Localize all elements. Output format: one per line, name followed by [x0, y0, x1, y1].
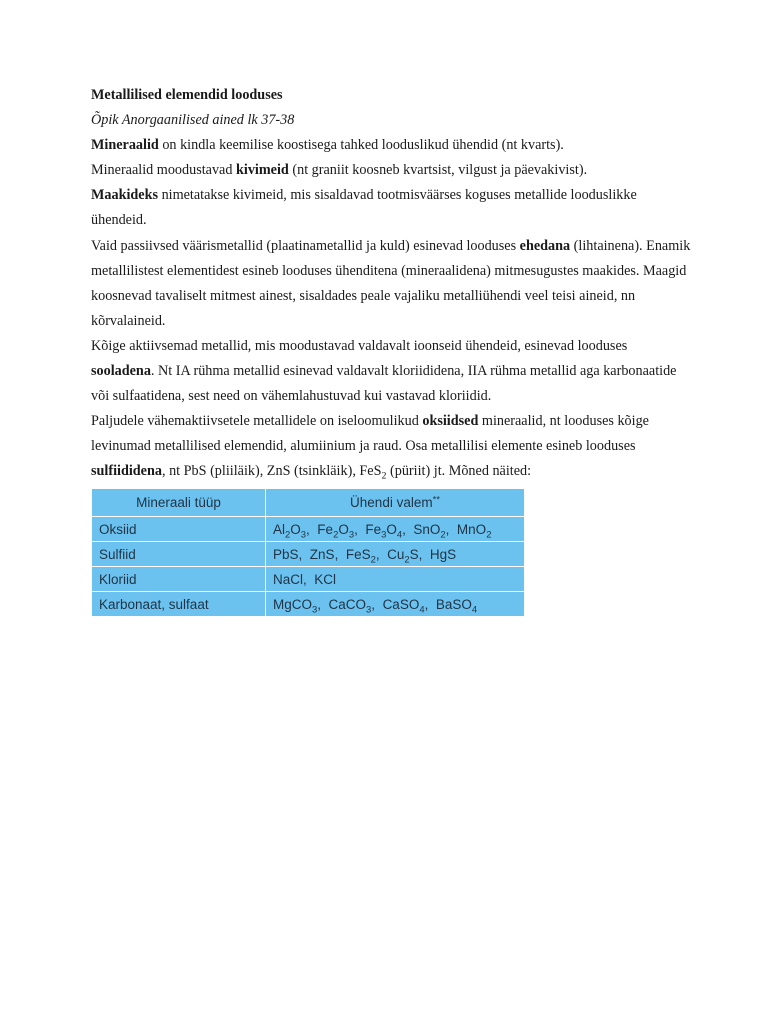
chemical-formula: $Fe_2O_3$ — [317, 521, 355, 540]
formula-cell: PbS, ZnS, FeS$_2$, $Cu_2S$, HgS — [266, 542, 525, 567]
paragraph-ores: Maakideks nimetatakse kivimeid, mis sisaldavad tootmisväärses koguses metallide looduslikke ühendeid. — [91, 187, 637, 229]
mineral-table — [91, 488, 525, 617]
term-sulfiididena: sulfiididena — [91, 463, 162, 480]
chemical-formula: $Fe_3O_4$ — [365, 521, 403, 540]
chemical-formula: MnO$_2$ — [456, 521, 492, 540]
term-oksiidsed: oksiidsed — [422, 413, 479, 430]
paragraph-rocks: Mineraalid moodustavad kivimeid (nt graniit koosneb kvartsist, vilgust ja päevakivist). — [91, 162, 588, 179]
term-sooladena: sooladena — [91, 363, 151, 380]
chemical-formula: CaCO$_3$ — [328, 596, 372, 615]
mineral-type-cell: Kloriid — [92, 567, 266, 592]
chemical-formula: SnO$_2$ — [413, 521, 446, 540]
mineral-type-cell: Karbonaat, sulfaat — [92, 592, 266, 617]
term-kivimeid: kivimeid — [236, 162, 289, 179]
chemical-formula: KCl — [314, 571, 337, 587]
term-maakideks: Maakideks — [91, 187, 159, 204]
term-mineraalid: Mineraalid — [91, 137, 159, 154]
chemical-formula: PbS — [273, 546, 299, 562]
mineral-type-cell: Oksiid — [92, 517, 266, 542]
formula-cell: $Al_2O_3$, $Fe_2O_3$, $Fe_3O_4$, SnO$_2$, MnO$_2$ — [266, 517, 525, 542]
paragraph-native-metals: Vaid passiivsed väärismetallid (plaatinametallid ja kuld) esinevad looduses ehedana (lihtainena). Enamik metallilistest elementidest esineb looduses ühenditena (mineraalidena) mitmesugustes maakides. Maagid koosnevad tavaliselt mitmest ainest, sisaldades peale vajaliku metalliühendi veel teisi aineid, nn kõrvalaineid. — [91, 237, 691, 329]
paragraph-oxides-sulfides: Paljudele vähemaktiivsetele metallidele on iseloomulikud oksiidsed mineraalid, nt looduses kõige levinumad metallilised elemendid, alumiinium ja raud. Osa metallilisi elemente esineb looduses sulfiididena, nt PbS (pliiläik), ZnS (tsinkläik), FeS$_2$ (püriit) jt. Mõned näited: — [91, 413, 649, 482]
chemical-formula: HgS — [429, 546, 457, 562]
paragraph-active-metals: Kõige aktiivsemad metallid, mis moodustavad valdavalt ioonseid ühendeid, esinevad looduses sooladena. Nt IA rühma metallid esinevad valdavalt kloriididena, IIA rühma metallid aga karbonaatide või sulfaatidena, sest need on vähemlahustuvad kui vastavad kloriidid. — [91, 337, 677, 405]
chemical-formula: MgCO$_3$ — [273, 596, 318, 615]
document-body — [91, 83, 691, 485]
page-title: Metallilised elemendid looduses — [91, 87, 283, 103]
table-header-row — [92, 489, 525, 517]
table-body — [92, 517, 525, 617]
table-row — [92, 567, 525, 592]
chemical-formula: FeS$_2$ — [345, 546, 376, 565]
chemical-formula: $Cu_2S$ — [387, 546, 419, 565]
term-ehedana: ehedana — [519, 237, 571, 254]
table-row — [92, 542, 525, 567]
formula-cell: NaCl, KCl — [266, 567, 525, 592]
header-formula: Ühendi valem** — [266, 489, 525, 517]
table-row — [92, 592, 525, 617]
chemical-formula: ZnS — [309, 546, 335, 562]
paragraph-minerals: Mineraalid on kindla keemilise koostisega tahked looduslikud ühendid (nt kvarts). — [91, 137, 564, 154]
table-row — [92, 517, 525, 542]
textbook-reference: Õpik Anorgaanilised ained lk 37-38 — [91, 112, 295, 129]
chemical-formula: $Al_2O_3$ — [273, 521, 307, 540]
formula-cell: MgCO$_3$, CaCO$_3$, CaSO$_4$, BaSO$_4$ — [266, 592, 525, 617]
chemical-formula: CaSO$_4$ — [382, 596, 425, 615]
chemical-formula: NaCl — [273, 571, 304, 587]
chemical-formula: BaSO$_4$ — [435, 596, 478, 615]
mineral-type-cell: Sulfiid — [92, 542, 266, 567]
header-mineral-type: Mineraali tüüp — [92, 489, 266, 517]
